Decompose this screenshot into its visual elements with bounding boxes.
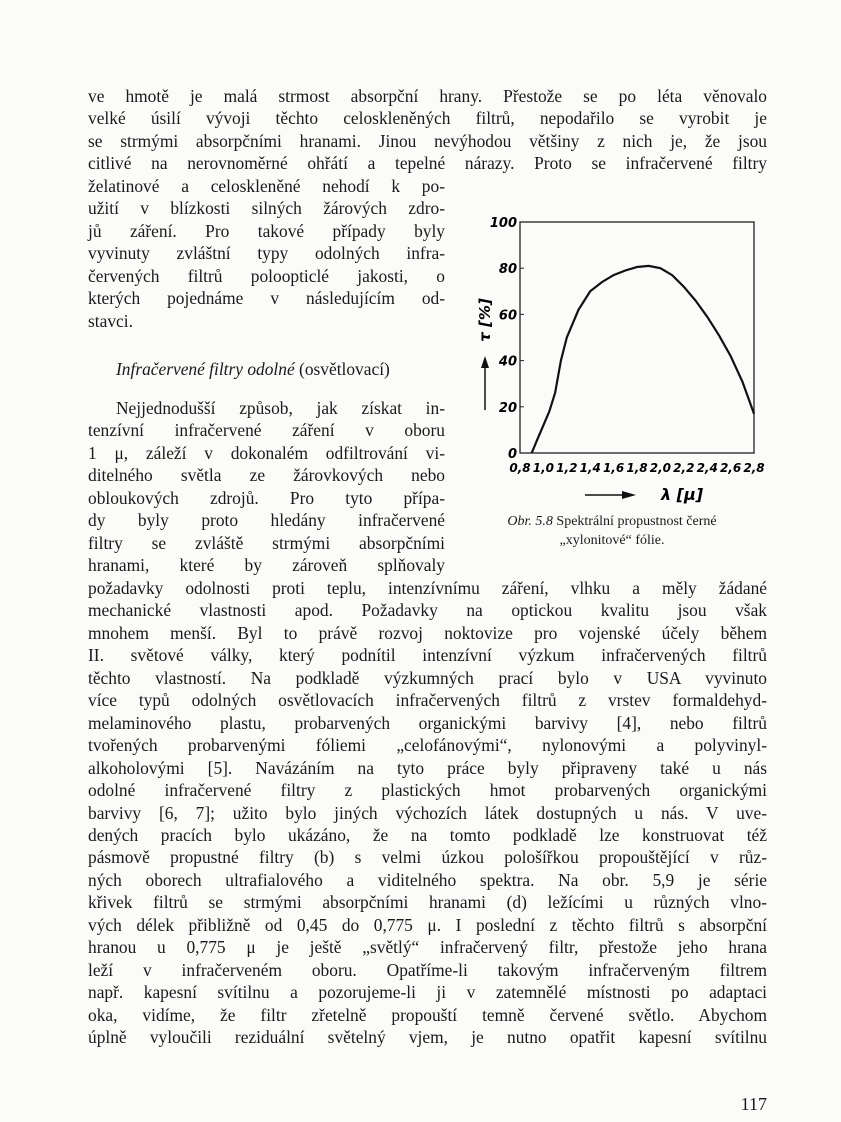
text-line: vých délek přibližně od 0,45 do 0,775 μ. I poslední z těchto filtrů s absorpční	[88, 914, 767, 935]
text-line: požadavky odolnosti proti teplu, intenzívnímu záření, vlhku a měly žádané	[88, 578, 767, 598]
transmission-chart	[450, 200, 770, 510]
text-line: kterých pojednáme v následujícím od-	[88, 288, 445, 309]
x-arrow-head	[622, 491, 636, 499]
x-tick-label: 1,6	[602, 461, 625, 475]
text-line: užití v blízkosti silných žárových zdro-	[88, 198, 445, 219]
x-tick-label: 2,2	[673, 461, 695, 475]
text-line: oka, vidíme, že filtr zřetelně propouští temně červené světlo. Abychom	[88, 1004, 767, 1025]
x-tick-label: 1,2	[556, 461, 578, 475]
text-line: těchto vlastností. Na podkladě výzkumných prací bylo v USA vyvinuto	[88, 667, 767, 688]
caption-text: Spektrální propustnost černé	[552, 514, 717, 529]
page-number: 117	[740, 1094, 767, 1114]
text-line: melaminového plastu, probarvených organickými barvivy [4], nebo filtrů	[88, 712, 767, 733]
text-line: dených pracích bylo ukázáno, že na tomto podkladě lze konstruovat též	[88, 824, 767, 845]
text-line: jů záření. Pro takové případy byly	[88, 220, 445, 241]
text-line: barvivy [6, 7]; užito bylo jiných výchozích látek dostupných u nás. V uve-	[88, 802, 767, 823]
text-line: hranou u 0,775 μ je ještě „světlý“ infračervený filtr, přestože jeho hrana	[88, 937, 767, 958]
x-tick-label: 2,4	[696, 461, 718, 475]
text-line: se strmými absorpčními hranami. Jinou nevýhodou většiny z nich je, že jsou	[88, 130, 767, 151]
text-line: želatinové a celoskleněné nehodí k po-	[88, 176, 445, 196]
section-heading	[116, 359, 445, 380]
x-axis-label: λ [μ]	[660, 485, 704, 504]
text-line: obloukových zdrojů. Pro tyto přípa-	[88, 487, 445, 508]
text-line: úplně vyloučili reziduální světelný vjem, je nutno opatřit kapesní svítilnu	[88, 1027, 767, 1047]
plot-frame	[520, 222, 754, 453]
text-line: 1 μ, záleží v dokonalém odfiltrování vi-	[88, 442, 445, 463]
text-line: ve hmotě je malá strmost absorpční hrany. Přestože se po léta věnovalo	[88, 86, 767, 106]
text-line: vyvinuty zvláštní typy odolných infra-	[88, 243, 445, 264]
x-tick-label: 2,6	[719, 461, 742, 475]
text-line: filtry se zvláště strmými absorpčními	[88, 532, 445, 553]
y-tick-label: 60	[498, 308, 517, 324]
text-line: tenzívní infračervené záření v oboru	[88, 420, 445, 441]
text-line: stavci.	[88, 310, 133, 331]
text-line: mechanické vlastnosti apod. Požadavky na optickou kvalitu jsou však	[88, 600, 767, 621]
y-arrow-head	[481, 356, 489, 368]
text-line: tvořených probarvenými fóliemi „celofánovými“, nylonovými a polyvinyl-	[88, 735, 767, 756]
text-line: citlivé na nerovnoměrné ohřátí a tepelné nárazy. Proto se infračervené filtry	[88, 153, 767, 174]
text-line: leží v infračerveném oboru. Opatříme-li takovým infračerveným filtrem	[88, 959, 767, 980]
x-tick-label: 1,4	[579, 461, 601, 475]
y-tick-label: 0	[507, 447, 517, 462]
caption-text-line2: „xylonitové“ fólie.	[559, 533, 665, 548]
text-line: ných oborech ultrafialového a viditelného spektra. Na obr. 5,9 je série	[88, 869, 767, 890]
chart-series-line	[532, 266, 754, 453]
y-tick-label: 40	[498, 354, 517, 370]
heading-normal: (osvětlovací)	[294, 359, 390, 379]
heading-italic: Infračervené filtry odolné	[116, 359, 295, 379]
x-tick-label: 2,8	[743, 461, 765, 475]
text-line: červených filtrů poloopticlé jakosti, o	[88, 265, 445, 286]
text-line: odolné infračervené filtry z plastických hmot probarvených organickými	[88, 780, 767, 801]
text-line: dy byly proto hledány infračervené	[88, 510, 445, 531]
x-tick-label: 1,8	[626, 461, 648, 475]
text-line: křivek filtrů se strmými absorpčními hranami (d) ležícími u různých vlno-	[88, 892, 767, 913]
text-line: ditelného světla ze žárovkových nebo	[88, 465, 445, 486]
text-line: II. světové války, který podnítil intenzívní výzkum infračervených filtrů	[88, 645, 767, 666]
y-tick-label: 20	[498, 400, 517, 416]
text-line: hranami, které by zároveň splňovaly	[88, 555, 445, 576]
text-line: více typů odolných osvětlovacích infračervených filtrů z vrstev formaldehyd-	[88, 690, 767, 711]
x-tick-label: 2,0	[649, 461, 672, 475]
x-tick-label: 0,8	[509, 461, 531, 475]
x-tick-label: 1,0	[532, 461, 555, 475]
text-line: např. kapesní svítilnu a pozorujeme-li ji v zatemnělé místnosti po adaptaci	[88, 982, 767, 1003]
text-line: mnohem menší. Byl to právě rozvoj noktovize pro vojenské účely během	[88, 622, 767, 643]
text-line: alkoholovými [5]. Navázáním na tyto práce byly připraveny také u nás	[88, 757, 767, 778]
y-tick-label: 100	[489, 216, 517, 231]
text-line: Nejjednodušší způsob, jak získat in-	[116, 398, 445, 418]
text-line: pásmově propustné filtry (b) s velmi úzkou pološířkou propouštějící v růz-	[88, 847, 767, 868]
text-line: velké úsilí vývoji těchto celoskleněných filtrů, nepodařilo se vyrobit je	[88, 108, 767, 129]
figure-caption	[462, 512, 762, 550]
y-tick-label: 80	[498, 262, 517, 278]
figure-label: Obr. 5.8	[507, 514, 553, 529]
y-axis-label: τ [%]	[476, 298, 494, 342]
